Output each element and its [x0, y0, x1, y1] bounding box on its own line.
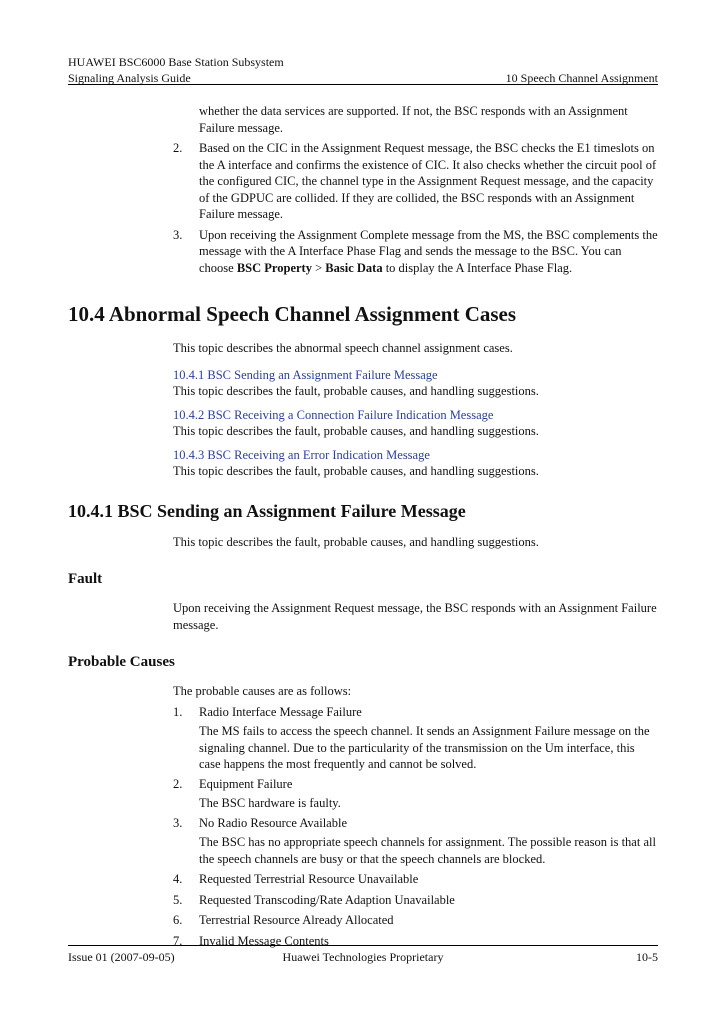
page-body: [68, 103, 658, 949]
topic-entry: [173, 447, 658, 480]
footer-page-number: 10-5: [636, 950, 658, 964]
probable-causes-heading: Probable Causes: [68, 654, 175, 670]
cause-number: 6.: [173, 913, 183, 927]
cause-title: Requested Terrestrial Resource Unavailable: [199, 872, 419, 886]
cause-title: Invalid Message Contents: [199, 933, 329, 948]
cause-detail: The MS fails to access the speech channel. It sends an Assignment Failure message on the signaling channel. Due to the particularity of the transmission on the Um interface, this case happens the most frequently and cannot be solved.: [199, 724, 650, 771]
footer-issue: Issue 01 (2007-09-05): [68, 950, 175, 964]
cause-item: [173, 892, 658, 909]
list-number: 3.: [173, 227, 183, 242]
cause-detail: The BSC hardware is faulty.: [199, 796, 341, 810]
topic-link-10-4-3[interactable]: 10.4.3 BSC Receiving an Error Indication Message: [173, 447, 430, 462]
cause-title: Radio Interface Message Failure: [199, 704, 362, 719]
footer-proprietary: Huawei Technologies Proprietary: [282, 950, 444, 964]
cause-number: 2.: [173, 776, 183, 791]
cause-item: [173, 912, 658, 929]
topic-description: This topic describes the fault, probable causes, and handling suggestions.: [173, 464, 539, 478]
section-intro: This topic describes the abnormal speech channel assignment cases.: [173, 341, 513, 355]
cause-title: Terrestrial Resource Already Allocated: [199, 913, 394, 927]
menu-path-basic-data: Basic Data: [325, 260, 383, 275]
causes-intro: The probable causes are as follows:: [173, 684, 352, 698]
cause-detail: The BSC has no appropriate speech channels for assignment. The possible reason is that all the speech channels are busy or that the speech channels are blocked.: [199, 835, 656, 866]
page-footer: [68, 950, 658, 965]
cause-item: [173, 704, 658, 721]
section-heading-10-4-1: 10.4.1 BSC Sending an Assignment Failure Message: [68, 500, 466, 521]
list-text: Based on the CIC in the Assignment Request message, the BSC checks the E1 timeslots on the A interface and confirms the existence of CIC. It also checks whether the circuit pool of the configured CIC, the channel type in the Assignment Request message, and the capacity of the GDPUC are collided. If they are collided, the BSC responds with an Assignment Failure message.: [199, 141, 657, 221]
topic-description: This topic describes the fault, probable causes, and handling suggestions.: [173, 384, 539, 398]
topic-link-10-4-1[interactable]: 10.4.1 BSC Sending an Assignment Failure Message: [173, 367, 438, 382]
footer-divider: [68, 945, 658, 946]
list-continuation: whether the data services are supported. If not, the BSC responds with an Assignment Failure message.: [199, 104, 628, 135]
menu-path-separator: >: [311, 260, 326, 275]
text-segment: Upon receiving the Assignment Complete message from the MS, the BSC complements the message with the A Interface Phase Flag and sends the message to the BSC. You can choose: [199, 227, 658, 275]
menu-path-bsc-property: BSC Property: [236, 260, 312, 275]
fault-heading: Fault: [68, 571, 103, 587]
cause-title: No Radio Resource Available: [199, 815, 347, 830]
list-item: [173, 227, 658, 277]
cause-item: [173, 776, 658, 793]
topic-entry: [173, 407, 658, 440]
list-item: [173, 140, 658, 223]
cause-number: 1.: [173, 704, 183, 719]
cause-number: 4.: [173, 872, 183, 886]
page-header: [68, 54, 658, 86]
header-product: HUAWEI BSC6000 Base Station Subsystem: [68, 55, 284, 69]
fault-text: Upon receiving the Assignment Request message, the BSC responds with an Assignment Failure message.: [173, 601, 657, 632]
header-divider: [68, 84, 658, 85]
topic-description: This topic describes the fault, probable causes, and handling suggestions.: [173, 424, 539, 438]
cause-number: 3.: [173, 815, 183, 830]
cause-number: 7.: [173, 933, 183, 948]
section-heading-10-4: 10.4 Abnormal Speech Channel Assignment Cases: [68, 302, 517, 326]
header-chapter: 10 Speech Channel Assignment: [505, 71, 658, 85]
list-number: 2.: [173, 141, 183, 155]
cause-item: [173, 815, 658, 832]
cause-number: 5.: [173, 892, 183, 907]
topic-link-10-4-2[interactable]: 10.4.2 BSC Receiving a Connection Failure Indication Message: [173, 407, 494, 422]
cause-item: [173, 933, 658, 950]
cause-title: Equipment Failure: [199, 776, 293, 791]
topic-entry: [173, 367, 658, 400]
cause-item: [173, 871, 658, 888]
text-segment: to display the A Interface Phase Flag.: [382, 260, 573, 275]
section-intro: This topic describes the fault, probable causes, and handling suggestions.: [173, 534, 539, 549]
list-text: [199, 227, 658, 277]
cause-title: Requested Transcoding/Rate Adaption Unavailable: [199, 892, 455, 907]
header-guide: Signaling Analysis Guide: [68, 71, 191, 85]
